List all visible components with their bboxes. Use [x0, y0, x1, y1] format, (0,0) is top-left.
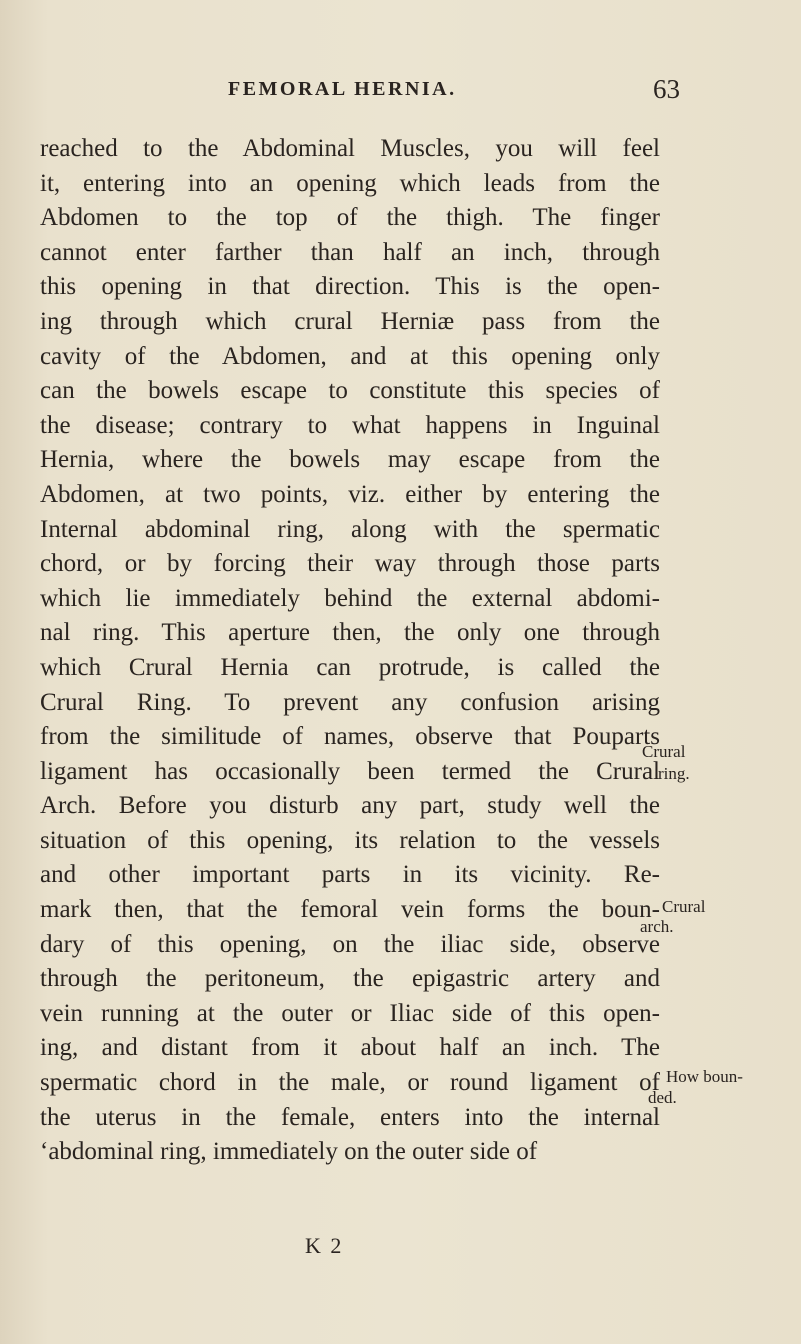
- body-text: [40, 132, 660, 1170]
- text-line: cavity of the Abdomen, and at this opening only: [40, 342, 660, 370]
- text-line: vein running at the outer or Iliac side of this open-: [40, 999, 660, 1027]
- text-line: nal ring. This aperture then, the only one through: [40, 619, 660, 647]
- text-line: the disease; contrary to what happens in Inguinal: [40, 411, 660, 439]
- text-line: through the peritoneum, the epigastric artery and: [40, 965, 660, 993]
- signature-mark: K 2: [305, 1233, 344, 1258]
- margin-note-crural: Crural: [642, 742, 686, 761]
- text-line: mark then, that the femoral vein forms the boun-: [40, 896, 660, 924]
- text-line: from the similitude of names, observe that Pouparts: [40, 723, 660, 751]
- margin-note-ring: ring.: [658, 764, 690, 783]
- text-line: which Crural Hernia can protrude, is called the: [40, 653, 660, 681]
- text-line: ing through which crural Herniæ pass from the: [40, 307, 660, 335]
- text-line: ‘abdominal ring, immediately on the outer side of: [40, 1138, 538, 1166]
- margin-note-arch: arch.: [640, 917, 674, 936]
- text-line: Hernia, where the bowels may escape from the: [40, 446, 660, 474]
- text-line: Arch. Before you disturb any part, study well the: [40, 792, 660, 820]
- text-line: situation of this opening, its relation to the vessels: [40, 826, 660, 854]
- text-line: cannot enter farther than half an inch, through: [40, 238, 660, 266]
- text-line: spermatic chord in the male, or round ligament of: [40, 1069, 660, 1097]
- margin-note-ded: ded.: [648, 1088, 677, 1107]
- text-line: Abdomen, at two points, viz. either by entering the: [40, 480, 660, 508]
- text-line: Abdomen to the top of the thigh. The finger: [40, 204, 660, 232]
- text-line: this opening in that direction. This is the open-: [40, 273, 660, 301]
- text-line: and other important parts in its vicinity. Re-: [40, 861, 660, 889]
- text-line: which lie immediately behind the external abdomi-: [40, 584, 660, 612]
- page-header: [0, 74, 801, 114]
- text-line: dary of this opening, on the iliac side, observe: [40, 930, 660, 958]
- text-line: chord, or by forcing their way through those parts: [40, 550, 660, 578]
- margin-note-crural-arch: Crural: [662, 897, 706, 916]
- text-line: Internal abdominal ring, along with the spermatic: [40, 515, 660, 543]
- text-line: ligament has occasionally been termed the Crural: [40, 757, 660, 785]
- text-line: it, entering into an opening which leads from the: [40, 169, 660, 197]
- text-line: can the bowels escape to constitute this species of: [40, 377, 660, 405]
- page-number: 63: [653, 74, 680, 104]
- text-line: ing, and distant from it about half an inch. The: [40, 1034, 660, 1062]
- text-line: the uterus in the female, enters into the internal: [40, 1103, 660, 1131]
- running-head: FEMORAL HERNIA.: [228, 78, 457, 100]
- text-line: Crural Ring. To prevent any confusion arising: [40, 688, 660, 716]
- text-line: reached to the Abdominal Muscles, you will feel: [40, 135, 660, 162]
- margin-note-how-bounded: How boun-: [666, 1067, 743, 1086]
